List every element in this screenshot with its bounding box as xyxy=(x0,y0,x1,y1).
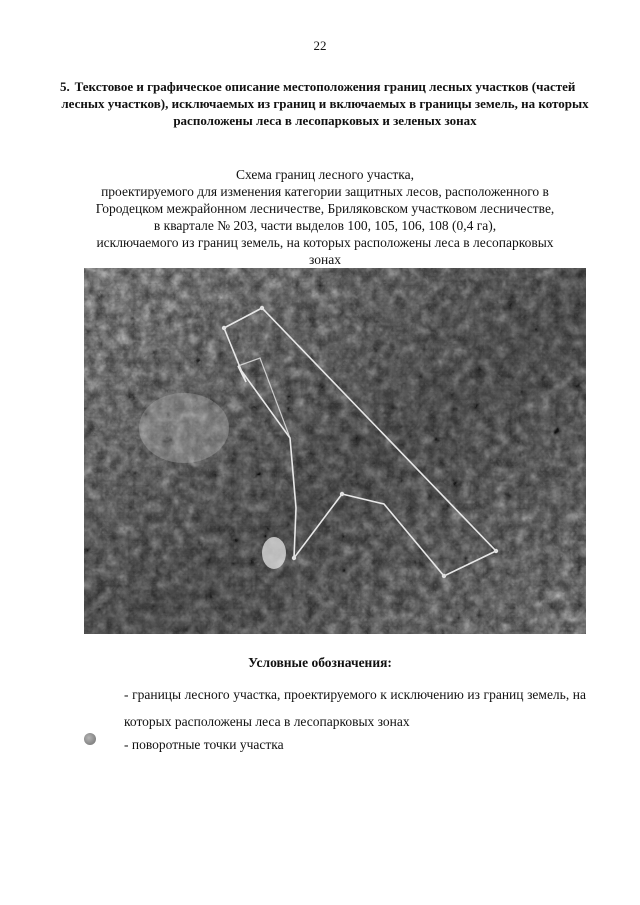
clearing-patch xyxy=(139,393,229,463)
turning-point-marker xyxy=(442,574,446,578)
caption-line: Схема границ лесного участка, xyxy=(235,167,415,182)
legend-title: Условные обозначения: xyxy=(248,655,392,670)
scheme-caption xyxy=(60,166,590,268)
satellite-map-image xyxy=(84,268,586,634)
caption-line: зонах xyxy=(309,252,341,267)
turning-point-marker xyxy=(222,326,226,330)
turning-point-marker xyxy=(292,556,296,560)
caption-line: в квартале № 203, части выделов 100, 105, 106, 108 (0,4 га), xyxy=(153,218,497,233)
turning-point-legend-icon xyxy=(84,733,96,745)
map-svg xyxy=(84,268,586,634)
caption-line: проектируемого для изменения категории защитных лесов, расположенного в xyxy=(101,184,549,199)
turning-point-marker xyxy=(494,549,498,553)
caption-line: Городецком межрайонном лесничестве, Бриляковском участковом лесничестве, xyxy=(95,201,555,216)
bright-patch xyxy=(262,537,286,569)
page-number: 22 xyxy=(313,38,327,53)
turning-point-marker xyxy=(260,306,264,310)
legend-points-description: - поворотные точки участка xyxy=(124,737,284,752)
caption-line: исключаемого из границ земель, на которых расположены леса в лесопарковых xyxy=(96,235,554,250)
section-number: 5. xyxy=(60,79,70,94)
section-title: Текстовое и графическое описание местоположения границ лесных участков (частей лесных участков), исключаемых из границ и включаемых в границы земель, на которых расположены леса в лесопарковых и зеленых зонах xyxy=(61,79,589,128)
turning-point-marker xyxy=(340,492,344,496)
section-heading xyxy=(60,78,590,129)
legend-boundary-description: - границы лесного участка, проектируемого к исключению из границ земель, на которых расположены леса в лесопарковых зонах xyxy=(124,687,586,729)
